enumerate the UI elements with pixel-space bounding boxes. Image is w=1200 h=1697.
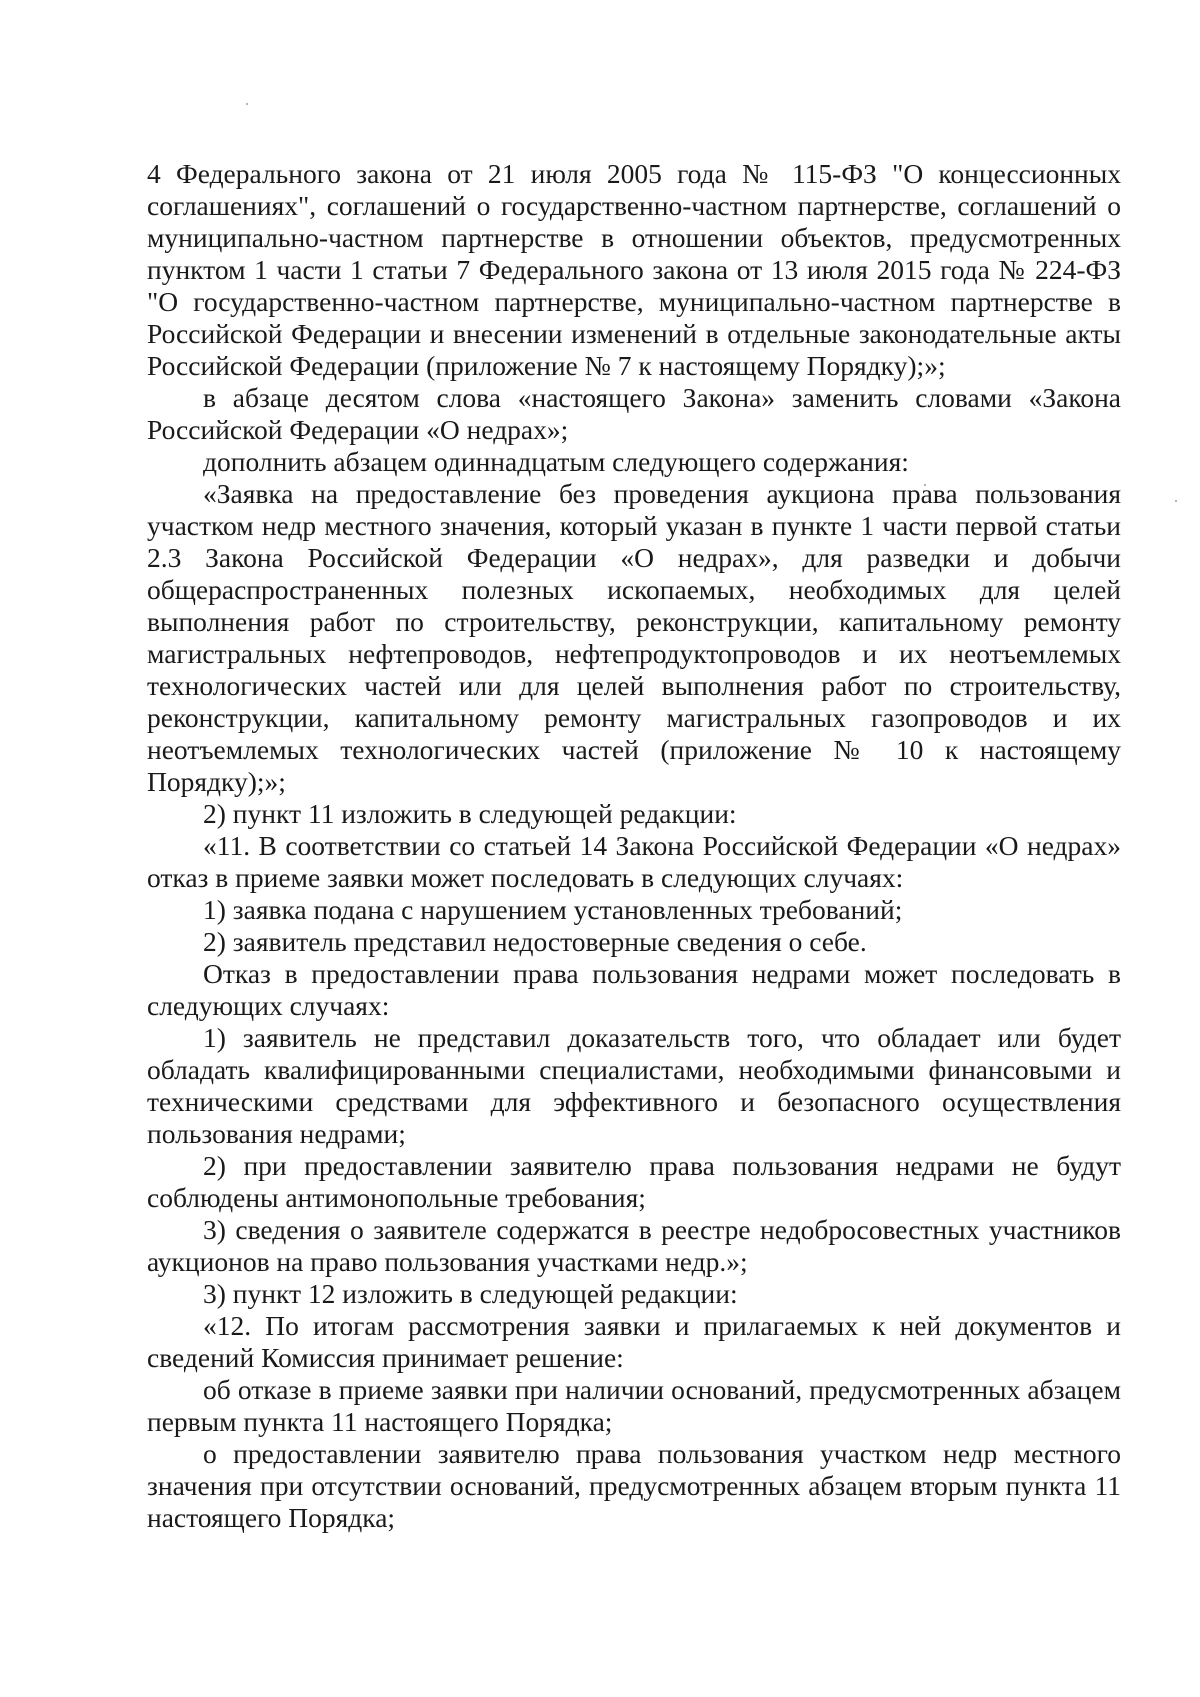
paragraph-continuation: 4 Федерального закона от 21 июля 2005 года № 115-ФЗ "О концессионных соглашениях", соглашений о государственно-частном партнерстве, соглашений о муниципально-частном партнерстве в отношении объектов, предусмотренных пунктом 1 части 1 статьи 7 Федерального закона от 13 июля 2015 года № 224-ФЗ "О государственно-частном партнерстве, муниципально-частном партнерстве в Российской Федерации и внесении изменений в отдельные законодательные акты Российской Федерации (приложение № 7 к настоящему Порядку);»;: [147, 158, 1121, 381]
paragraph-denial-intro: Отказ в предоставлении права пользования недрами может последовать в следующих случаях:: [147, 958, 1121, 1021]
paragraph-refusal-2: 2) заявитель представил недостоверные сведения о себе.: [203, 926, 867, 957]
paragraph-denial-2: 2) при предоставлении заявителю права пользования недрами не будут соблюдены антимонопольные требования;: [147, 1150, 1121, 1213]
paragraph-denial-3: 3) сведения о заявителе содержатся в реестре недобросовестных участников аукционов на право пользования участками недр.»;: [147, 1214, 1121, 1277]
paragraph-item-12-heading: 3) пункт 12 изложить в следующей редакции:: [203, 1278, 738, 1309]
document-body: [147, 158, 1121, 1534]
scan-artifact: [1175, 500, 1177, 502]
paragraph-add-eleventh: дополнить абзацем одиннадцатым следующего содержания:: [203, 446, 909, 477]
paragraph-item-12-text: «12. По итогам рассмотрения заявки и прилагаемых к ней документов и сведений Комиссия принимает решение:: [147, 1310, 1121, 1373]
paragraph-denial-1: 1) заявитель не представил доказательств того, что обладает или будет обладать квалифицированными специалистами, необходимыми финансовыми и техническими средствами для эффективного и безопасного осуществления пользования недрами;: [147, 1022, 1121, 1149]
paragraph-application-text: «Заявка на предоставление без проведения аукциона права пользования участком недр местного значения, который указан в пункте 1 части первой статьи 2.3 Закона Российской Федерации «О недрах», для разведки и добычи общераспространенных полезных ископаемых, необходимых для целей выполнения работ по строительству, реконструкции, капитальному ремонту магистральных нефтепроводов, нефтепродуктопроводов и их неотъемлемых технологических частей или для целей выполнения работ по строительству, реконструкции, капитальному ремонту магистральных газопроводов и их неотъемлемых технологических частей (приложение № 10 к настоящему Порядку);»;: [147, 478, 1121, 797]
paragraph-item-11-heading: 2) пункт 11 изложить в следующей редакции:: [203, 798, 737, 829]
paragraph-item-11-text: «11. В соответствии со статьей 14 Закона Российской Федерации «О недрах» отказ в приеме заявки может последовать в следующих случаях:: [147, 830, 1121, 893]
paragraph-decision-refuse: об отказе в приеме заявки при наличии оснований, предусмотренных абзацем первым пункта 11 настоящего Порядка;: [147, 1374, 1121, 1437]
paragraph-amendment-tenth: в абзаце десятом слова «настоящего Закона» заменить словами «Закона Российской Федерации «О недрах»;: [147, 382, 1121, 445]
paragraph-refusal-1: 1) заявка подана с нарушением установленных требований;: [203, 894, 903, 925]
paragraph-decision-grant: о предоставлении заявителю права пользования участком недр местного значения при отсутствии оснований, предусмотренных абзацем вторым пункта 11 настоящего Порядка;: [147, 1438, 1121, 1533]
scan-artifact: [246, 103, 248, 105]
